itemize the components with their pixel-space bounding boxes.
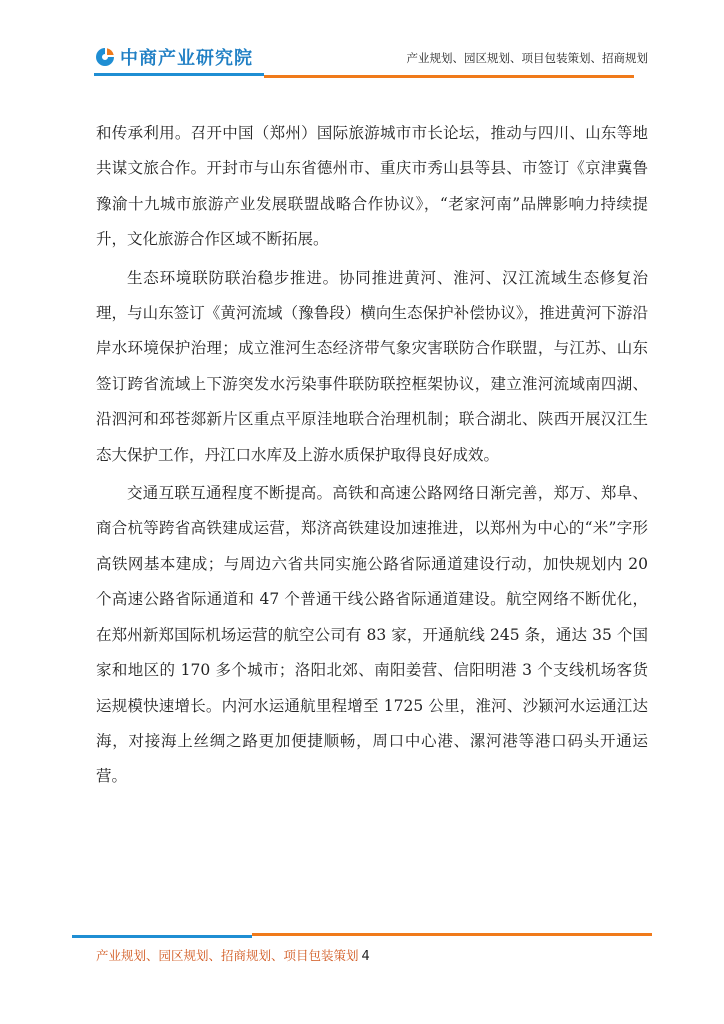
body-text <box>96 116 648 795</box>
page-footer <box>96 946 370 964</box>
header-tagline: 产业规划、园区规划、项目包装策划、招商规划 <box>406 51 648 65</box>
footer-rule-blue <box>72 935 252 938</box>
paragraph-transport: 交通互联互通程度不断提高。高铁和高速公路网络日渐完善，郑万、郑阜、商合杭等跨省高铁建成运营，郑济高铁建设加速推进，以郑州为中心的“米”字形高铁网基本建成；与周边六省共同实施公路省际通道建设行动，加快规划内 20 个高速公路省际通道和 47 个普通干线公路省际通道建设。航空网络不断优化，在郑州新郑国际机场运营的航空公司有 83 家，开通航线 245 条，通达 35 个国家和地区的 170 多个城市；洛阳北郊、南阳姜营、信阳明港 3 个支线机场客货运规模快速增长。内河水运通航里程增至 1725 公里，淮河、沙颍河水运通江达海，对接海上丝绸之路更加便捷顺畅，周口中心港、漯河港等港口码头开通运营。 <box>96 484 648 786</box>
footer-rule-orange <box>252 933 652 936</box>
page-header <box>0 0 724 85</box>
paragraph-culture: 和传承利用。召开中国（郑州）国际旅游城市市长论坛，推动与四川、山东等地共谋文旅合作。开封市与山东省德州市、重庆市秀山县等县、市签订《京津冀鲁豫渝十九城市旅游产业发展联盟战略合作协议》，“老家河南”品牌影响力持续提升，文化旅游合作区域不断拓展。 <box>96 124 648 249</box>
page-number: 4 <box>361 949 370 964</box>
header-rule-blue <box>94 73 264 76</box>
paragraph-ecology: 生态环境联防联治稳步推进。协同推进黄河、淮河、汉江流域生态修复治理，与山东签订《黄河流域（豫鲁段）横向生态保护补偿协议》，推进黄河下游沿岸水环境保护治理；成立淮河生态经济带气象灾害联防合作联盟，与江苏、山东签订跨省流域上下游突发水污染事件联防联控框架协议，建立淮河流域南四湖、沿泗河和邳苍郯新片区重点平原洼地联合治理机制；联合湖北、陕西开展汉江生态大保护工作，丹江口水库及上游水质保护取得良好成效。 <box>96 268 648 464</box>
logo-icon <box>94 46 116 68</box>
header-rule-orange <box>264 75 634 78</box>
footer-text: 产业规划、园区规划、招商规划、项目包装策划 <box>96 948 359 963</box>
logo-text: 中商产业研究院 <box>120 48 253 69</box>
logo <box>94 44 253 70</box>
